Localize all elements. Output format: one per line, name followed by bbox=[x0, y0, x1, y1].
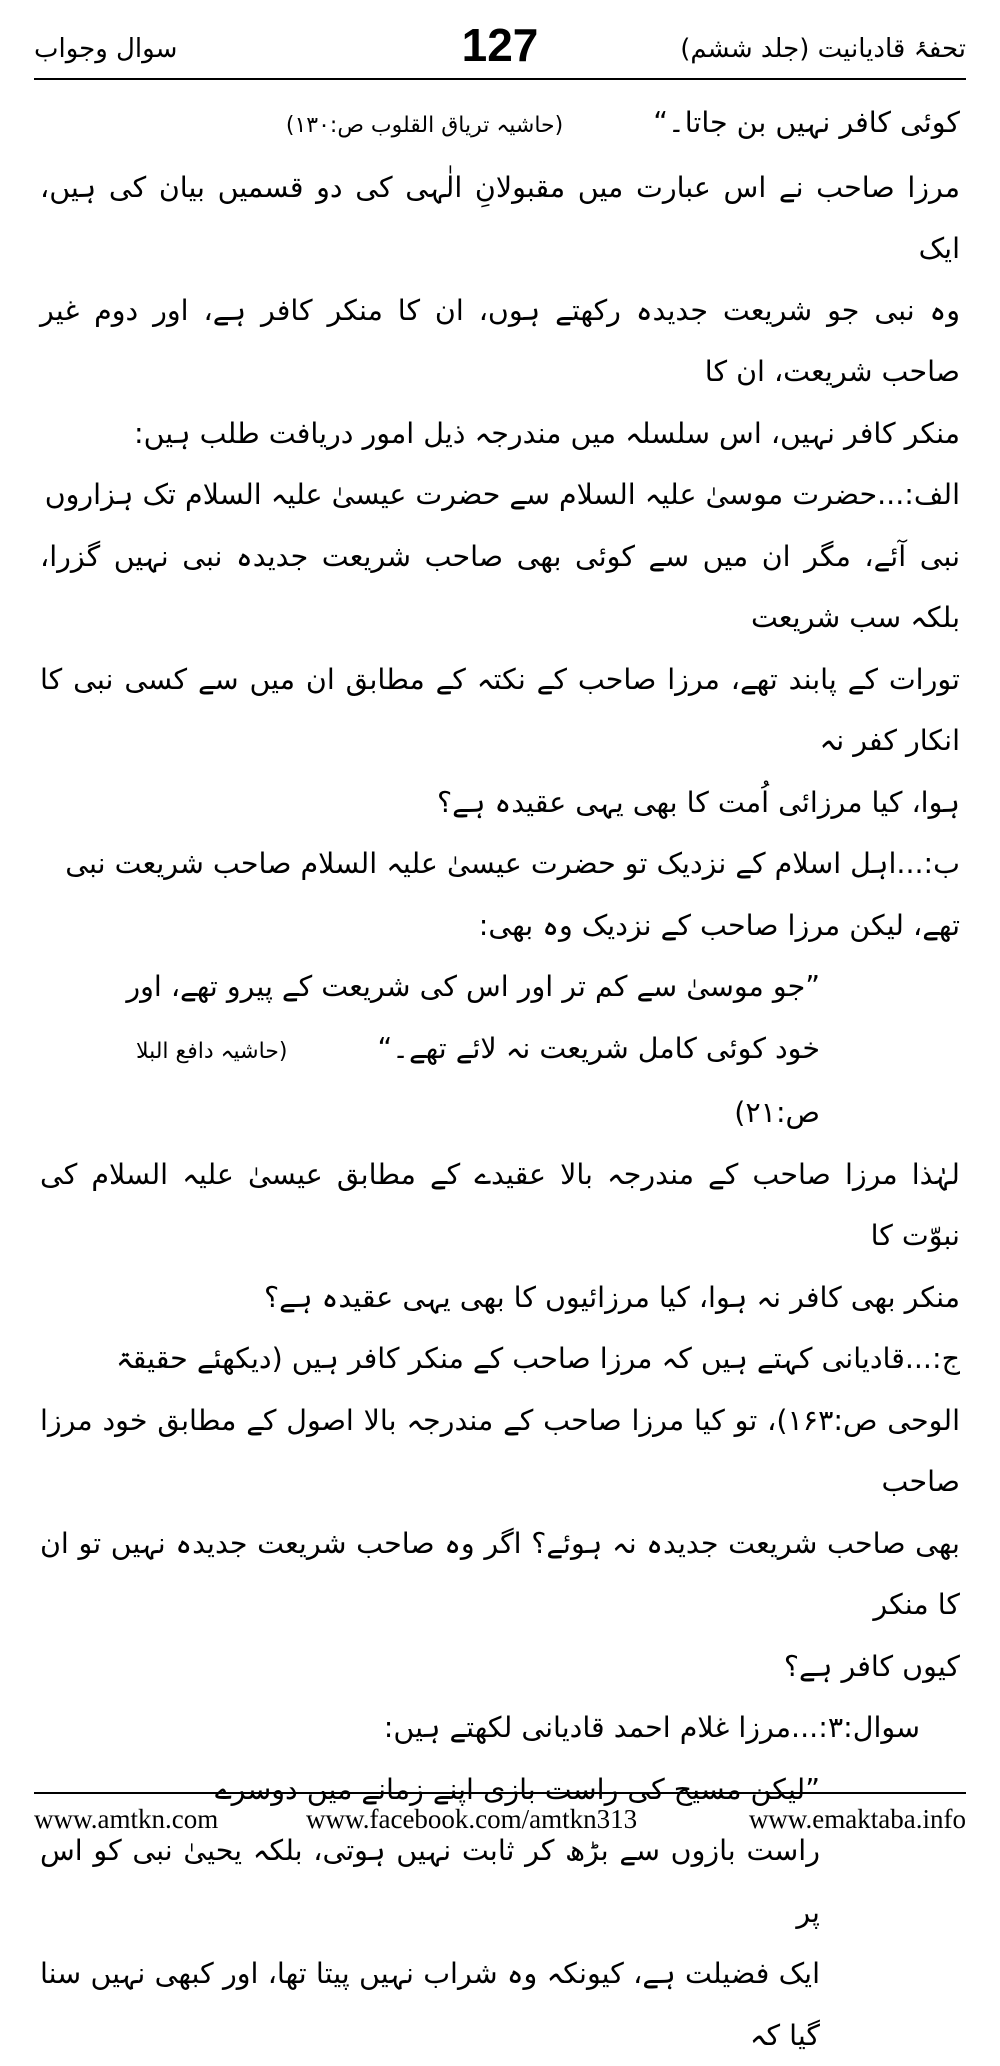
text-line: بھی صاحب شریعت جدیدہ نہ ہوئے؟ اگر وہ صاحب شریعت جدیدہ نہیں تو ان کا منکر bbox=[40, 1513, 960, 1636]
block-quote-1 bbox=[40, 956, 960, 1144]
header-rule bbox=[34, 78, 966, 80]
paragraph-alif bbox=[40, 464, 960, 833]
text-line: منکر بھی کافر نہ ہوا، کیا مرزائیوں کا بھی یہی عقیدہ ہے؟ bbox=[40, 1267, 960, 1329]
text-line: وہ نبی جو شریعت جدیدہ رکھتے ہوں، ان کا منکر کافر ہے، اور دوم غیر صاحب شریعت، ان کا bbox=[40, 280, 960, 403]
text-line: مرزا صاحب نے اس عبارت میں مقبولانِ الٰہی کی دو قسمیں بیان کی ہیں، ایک bbox=[40, 157, 960, 280]
text-line: کیوں کافر ہے؟ bbox=[40, 1636, 960, 1698]
text-line: الف:...حضرت موسیٰ علیہ السلام سے حضرت عیسیٰ علیہ السلام تک ہزاروں bbox=[40, 464, 960, 526]
text-line: منکر کافر نہیں، اس سلسلہ میں مندرجہ ذیل امور دریافت طلب ہیں: bbox=[40, 403, 960, 465]
text-line: سوال:۳:...مرزا غلام احمد قادیانی لکھتے ہیں: bbox=[40, 1697, 960, 1759]
text-line: ص:۲۱) bbox=[40, 1082, 960, 1144]
text-line: ہوا، کیا مرزائی اُمت کا بھی یہی عقیدہ ہے؟ bbox=[40, 772, 960, 834]
text-line: لہٰذا مرزا صاحب کے مندرجہ بالا عقیدے کے مطابق عیسیٰ علیہ السلام کی نبوّت کا bbox=[40, 1144, 960, 1267]
text-line: خود کوئی کامل شریعت نہ لائے تھے۔“(حاشیہ دافع البلا bbox=[40, 1018, 960, 1083]
paragraph-be bbox=[40, 833, 960, 956]
paragraph-quote-end bbox=[40, 92, 960, 157]
page-body bbox=[40, 92, 960, 1782]
question-3 bbox=[40, 1697, 960, 1759]
text-line: کوئی کافر نہیں بن جاتا۔“(حاشیہ تریاق القلوب ص:۱۳۰) bbox=[40, 92, 960, 157]
text-line: الوحی ص:۱۶۳)، تو کیا مرزا صاحب کے مندرجہ بالا اصول کے مطابق خود مرزا صاحب bbox=[40, 1390, 960, 1513]
page-footer bbox=[34, 1800, 966, 1840]
book-title: تحفۂ قادیانیت (جلد ششم) bbox=[680, 34, 966, 64]
text-line: ایک فضیلت ہے، کیونکہ وہ شراب نہیں پیتا تھا، اور کبھی نہیں سنا گیا کہ bbox=[40, 1943, 960, 2066]
paragraph-intro bbox=[40, 157, 960, 465]
text-line: ”جو موسیٰ سے کم تر اور اس کی شریعت کے پیرو تھے، اور bbox=[40, 956, 960, 1018]
footer-rule bbox=[34, 1792, 966, 1794]
text-line: تورات کے پابند تھے، مرزا صاحب کے نکتہ کے مطابق ان میں سے کسی نبی کا انکار کفر نہ bbox=[40, 649, 960, 772]
footer-link-amtkn[interactable]: www.amtkn.com bbox=[34, 1804, 218, 1835]
page-number: 127 bbox=[434, 16, 566, 74]
text-line: تھے، لیکن مرزا صاحب کے نزدیک وہ بھی: bbox=[40, 895, 960, 957]
text-line: ب:...اہل اسلام کے نزدیک تو حضرت عیسیٰ علیہ السلام صاحب شریعت نبی bbox=[40, 833, 960, 895]
section-title: سوال وجواب bbox=[34, 34, 177, 64]
page-header bbox=[34, 16, 966, 74]
text-line: ”لیکن مسیح کی راست بازی اپنے زمانے میں دوسرے bbox=[40, 1759, 960, 1821]
footer-link-emaktaba[interactable]: www.emaktaba.info bbox=[749, 1804, 966, 1835]
footer-link-facebook[interactable]: www.facebook.com/amtkn313 bbox=[306, 1804, 637, 1835]
text-line: نبی آئے، مگر ان میں سے کوئی بھی صاحب شریعت جدیدہ نبی نہیں گزرا، بلکہ سب شریعت bbox=[40, 526, 960, 649]
paragraph-lihaza bbox=[40, 1144, 960, 1329]
paragraph-jeem bbox=[40, 1328, 960, 1697]
text-line: راست بازوں سے بڑھ کر ثابت نہیں ہوتی، بلکہ یحییٰ نبی کو اس پر bbox=[40, 1820, 960, 1943]
source-citation: (حاشیہ دافع البلا bbox=[136, 1039, 288, 1064]
text-line: ج:...قادیانی کہتے ہیں کہ مرزا صاحب کے منکر کافر ہیں (دیکھئے حقیقۃ bbox=[40, 1328, 960, 1390]
source-citation: (حاشیہ تریاق القلوب ص:۱۳۰) bbox=[286, 113, 563, 138]
